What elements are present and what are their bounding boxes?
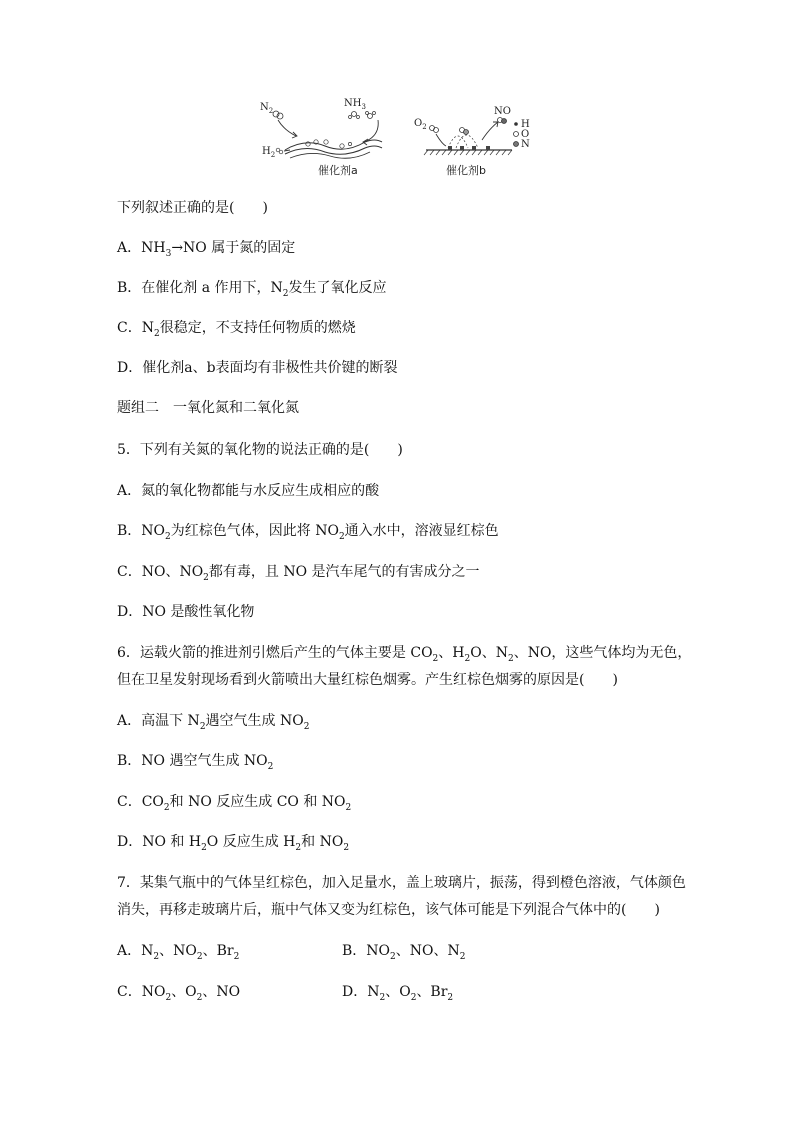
arrow-icon: [364, 120, 378, 142]
q4-option-b: B．在催化剂 a 作用下，$N_2$发生了氧化反应: [117, 280, 387, 299]
legend-o-label: O: [521, 129, 530, 140]
q4-option-c: C．$N_2$很稳定，不支持任何物质的燃烧: [117, 320, 356, 339]
no-molecule-icon: [502, 119, 507, 124]
q6-stem-line2: 但在卫星发射现场看到火箭喷出大量红棕色烟雾。产生红棕色烟雾的原因是( ): [117, 672, 618, 688]
o2-label: $O_2$: [414, 118, 427, 131]
o2-molecule-icon: [434, 128, 439, 133]
atom-icon: [464, 130, 469, 135]
legend-h-label: H: [521, 119, 530, 130]
h2-molecule-icon: [279, 150, 283, 154]
section-title: 题组二 一氧化氮和二氧化氮: [117, 400, 299, 416]
q7-stem-line1: 7．某集气瓶中的气体呈红棕色，加入足量水，盖上玻璃片，振荡，得到橙色溶液，气体颜色: [117, 875, 686, 891]
atom-icon: [324, 140, 328, 144]
q7-option-d: D．$N_2$、$O_2$、$Br_2$: [342, 984, 454, 1003]
q6-option-a: A．高温下 $N_2$遇空气生成 $NO_2$: [117, 713, 310, 732]
nh3-label: $NH_3$: [344, 98, 366, 111]
q7-stem-line2: 消失，再移走玻璃片后，瓶中气体又变为红棕色，该气体可能是下列混合气体中的( ): [117, 902, 660, 918]
atom-icon: [357, 116, 360, 119]
q6-stem-line1: 6．运载火箭的推进剂引燃后产生的气体主要是 $CO_2$、$H_2O$、$N_2$、NO，这些气体均为无色，: [117, 645, 692, 664]
q5-stem: 5．下列有关氮的氧化物的说法正确的是( ): [117, 442, 403, 458]
arrow-icon: [284, 150, 290, 151]
atom-icon: [472, 146, 476, 150]
catalyst-diagram: [250, 92, 540, 180]
catalyst-surface-icon: [285, 140, 382, 150]
q6-option-b: B．NO 遇空气生成 $NO_2$: [117, 753, 274, 772]
catalyst-a-panel: [260, 98, 382, 177]
hydrogen-legend-icon: [514, 122, 518, 126]
q7-option-b: B．$NO_2$、NO、$N_2$: [342, 943, 466, 962]
catalyst-a-caption: 催化剂a: [318, 164, 358, 177]
arrow-icon: [482, 122, 498, 140]
q4-option-a: A．$NH_3\to NO$ 属于氮的固定: [117, 240, 296, 259]
atom-icon: [373, 112, 376, 115]
q4-option-d: D．催化剂a、b表面均有非极性共价键的断裂: [117, 360, 398, 376]
q4-stem: 下列叙述正确的是( ): [117, 200, 268, 216]
atom-icon: [448, 146, 452, 150]
atom-icon: [349, 116, 352, 119]
hatch-icon: [424, 150, 512, 155]
q7-option-c: C．$NO_2$、$O_2$、NO: [117, 984, 241, 1003]
q5-option-a: A．氮的氧化物都能与水反应生成相应的酸: [117, 483, 380, 499]
nh3-molecule-icon: [352, 112, 357, 117]
oxygen-legend-icon: [514, 132, 519, 137]
q7-option-a: A．$N_2$、$NO_2$、$Br_2$: [117, 943, 240, 962]
arrow-icon: [278, 120, 296, 136]
n2-label: $N_2$: [260, 102, 274, 115]
atom-icon: [348, 142, 351, 145]
q5-option-d: D．NO 是酸性氧化物: [117, 604, 255, 620]
q6-option-d: D．NO 和 $H_2O$ 反应生成 $H_2$和 $NO_2$: [117, 834, 350, 853]
catalyst-b-panel: [414, 106, 530, 177]
catalyst-b-caption: 催化剂b: [446, 164, 486, 177]
q5-option-c: C．NO、$NO_2$都有毒，且 NO 是汽车尾气的有害成分之一: [117, 564, 480, 583]
q6-option-c: C．$CO_2$和 NO 反应生成 CO 和 $NO_2$: [117, 794, 352, 813]
legend-n-label: N: [521, 139, 530, 150]
h2-label: $H_2$: [262, 146, 276, 159]
atom-icon: [340, 144, 344, 148]
atom-icon: [460, 146, 464, 150]
no-label: NO: [494, 106, 511, 117]
arrow-icon: [436, 134, 446, 146]
q5-option-b: B．$NO_2$为红棕色气体，因此将 $NO_2$通入水中，溶液显红棕色: [117, 523, 499, 542]
atom-icon: [486, 146, 490, 150]
atom-icon: [366, 112, 369, 115]
nitrogen-legend-icon: [514, 142, 519, 147]
